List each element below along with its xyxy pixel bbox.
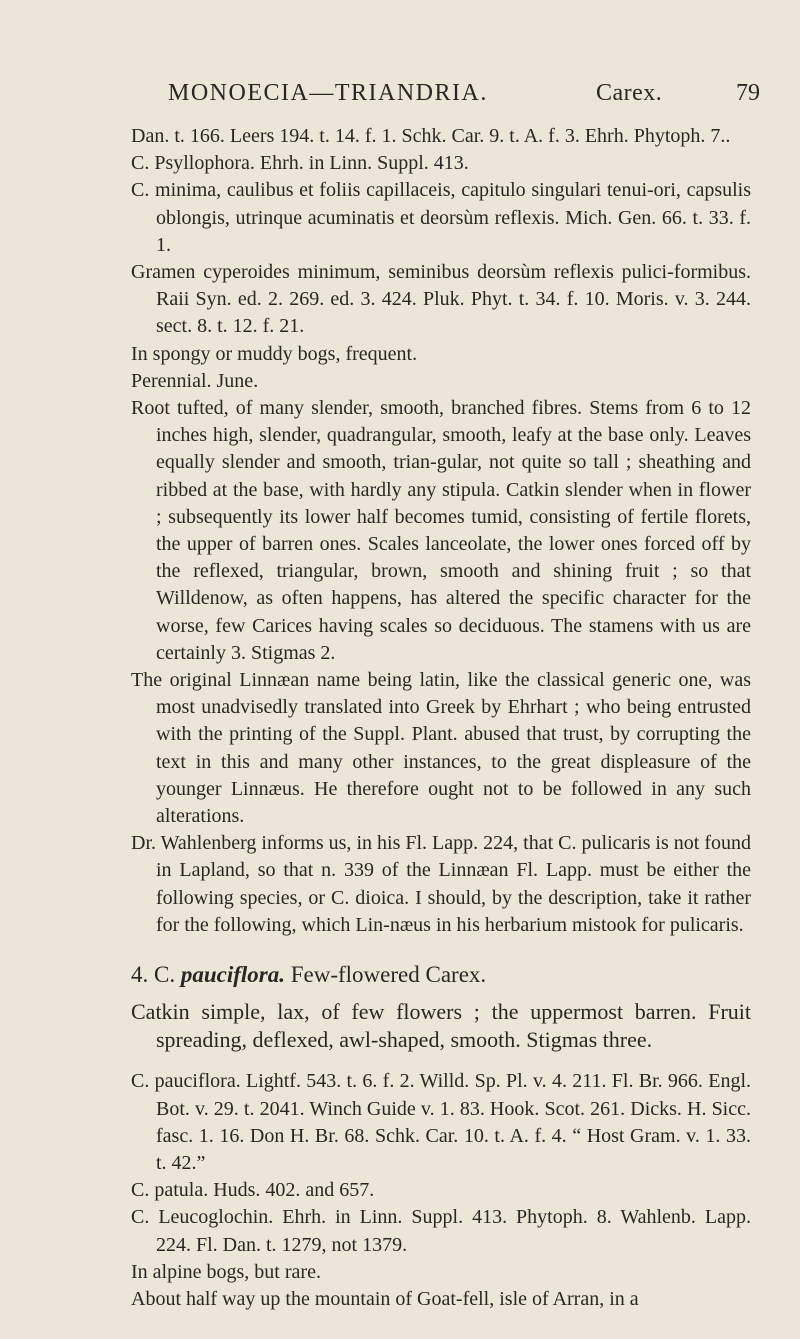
duration-paragraph: Perennial. June. [131,369,259,392]
synonym-paragraph: C. Psyllophora. Ehrh. in Linn. Suppl. 413. [131,152,469,175]
reference-paragraph: Dan. t. 166. Leers 194. t. 14. f. 1. Schk. Car. 9. t. A. f. 3. Ehrh. Phytoph. 7.. [131,125,731,147]
species-name: pauciflora. [180,962,285,988]
species-description: Catkin simple, lax, of few flowers ; the uppermost barren. Fruit spreading, deflexed, awl-shaped, smooth. Stigmas three. [131,999,751,1053]
description-paragraph: Root tufted, of many slender, smooth, branched fibres. Stems from 6 to 12 inches high, slender, quadrangular, smooth, leafy at the base only. Leaves equally slender and smooth, trian-gular, not quite so tall ; sheathing and ribbed at the base, with hardly any stipula. Catkin slender when in flower ; subsequently its lower half becomes tumid, consisting of fertile florets, the upper of barren ones. Scales lanceolate, the lower ones forced off by the reflexed, triangular, brown, smooth and shining fruit ; so that Willdenow, as often happens, has altered the specific character for the worse, few Carices having scales so deciduous. The stamens with us are certainly 3. Stigmas 2. [131,397,751,664]
habitat-paragraph: In spongy or muddy bogs, frequent. [131,342,418,365]
species-common-name: Few-flowered Carex. [290,962,487,988]
synonym-paragraph: C. patula. Huds. 402. and 657. [131,1179,375,1202]
species-heading [131,961,751,988]
page-number: 79 [736,80,760,106]
note-paragraph: The original Linnæan name being latin, like the classical generic one, was most unadvisedly translated into Greek by Ehrhart ; who being entrusted with the printing of the Suppl. Plant. abused that trust, by corrupting the text in this and many other instances, to the great displeasure of the younger Linnæus. He therefore ought not to be followed in any such alterations. [131,669,751,828]
note-paragraph: Dr. Wahlenberg informs us, in his Fl. Lapp. 224, that C. pulicaris is not found in Lapland, so that n. 339 of the Linnæan Fl. Lapp. must be either the following species, or C. dioica. I should, by the description, take it rather for the following, which Lin-næus in his herbarium mistook for pulicaris. [131,832,751,936]
body-text [131,123,751,1313]
header-genus: Carex. [596,80,663,106]
synonym-paragraph: Gramen cyperoides minimum, seminibus deorsùm reflexis pulici-formibus. Raii Syn. ed. 2. 269. ed. 3. 424. Pluk. Phyt. t. 34. f. 10. Moris. v. 3. 244. sect. 8. t. 12. f. 21. [131,261,751,338]
species-number: 4. C. [131,962,176,988]
running-header [168,80,760,114]
header-title: MONOECIA—TRIANDRIA. [168,80,488,106]
synonym-paragraph: C. minima, caulibus et foliis capillaceis, capitulo singulari tenui-ori, capsulis oblongis, utrinque acuminatis et deorsùm reflexis. Mich. Gen. 66. t. 33. f. 1. [131,179,751,256]
reference-paragraph: C. pauciflora. Lightf. 543. t. 6. f. 2. Willd. Sp. Pl. v. 4. 211. Fl. Br. 966. Engl. Bot. v. 29. t. 2041. Winch Guide v. 1. 83. Hook. Scot. 261. Dicks. H. Sicc. fasc. 1. 16. Don H. Br. 68. Schk. Car. 10. t. A. f. 4. “ Host Gram. v. 1. 33. t. 42.” [131,1070,751,1174]
habitat-paragraph: In alpine bogs, but rare. [131,1260,321,1283]
synonym-paragraph: C. Leucoglochin. Ehrh. in Linn. Suppl. 413. Phytoph. 8. Wahlenb. Lapp. 224. Fl. Dan. t. 1279, not 1379. [131,1206,751,1256]
locality-paragraph: About half way up the mountain of Goat-fell, isle of Arran, in a [131,1287,639,1310]
